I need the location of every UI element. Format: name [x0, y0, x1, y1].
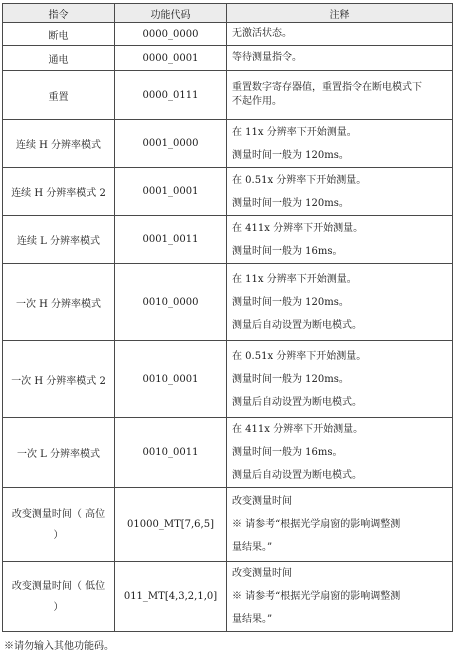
table-row: [3, 71, 453, 120]
command-table: [2, 3, 453, 632]
table-row: [3, 168, 453, 216]
note-line: ※ 请参考“根据光学扇窗的影响调整测: [232, 519, 401, 530]
note-line: 测量时间一般为 120ms。: [232, 149, 349, 161]
code-cell: 0010_0001: [115, 341, 227, 418]
table-row: [3, 264, 453, 341]
footnote: ※请勿输入其他功能码。: [4, 641, 114, 652]
instruction-cell: 一次 H 分辨率模式: [3, 264, 115, 341]
code-cell: 01000_MT[7,6,5]: [115, 488, 227, 562]
note-line: 测量后自动设置为断电模式。: [232, 396, 362, 408]
note-line: 测量后自动设置为断电模式。: [232, 319, 362, 331]
instruction-cell: 通电: [3, 46, 115, 71]
code-cell: 0001_0011: [115, 216, 227, 264]
note-line: 测量时间一般为 16ms。: [232, 447, 343, 458]
note-line: 在 411x 分辨率下开始测量。: [232, 424, 364, 435]
note-line: 在 0.51x 分辨率下开始测量。: [232, 350, 367, 362]
note-line: 测量时间一般为 120ms。: [232, 296, 349, 308]
note-line: 在 411x 分辨率下开始测量。: [232, 222, 364, 234]
table-row: [3, 562, 453, 632]
note-line: 等待测量指令。: [232, 52, 302, 63]
code-cell: 011_MT[4,3,2,1,0]: [115, 562, 227, 632]
table-row: [3, 216, 453, 264]
table-row: [3, 488, 453, 562]
note-line: 在 11x 分辨率下开始测量。: [232, 126, 357, 138]
code-cell: 0000_0000: [115, 23, 227, 46]
table-row: [3, 418, 453, 488]
instruction-cell: 连续 H 分辨率模式: [3, 120, 115, 168]
code-cell: 0001_0001: [115, 168, 227, 216]
header-function-code: 功能代码: [115, 4, 227, 23]
header-row: [3, 4, 453, 23]
notes-cell: [227, 46, 453, 71]
instruction-cell: 连续 H 分辨率模式 2: [3, 168, 115, 216]
code-cell: 0000_0001: [115, 46, 227, 71]
code-cell: 0010_0011: [115, 418, 227, 488]
notes-cell: [227, 120, 453, 168]
notes-cell: [227, 264, 453, 341]
instruction-cell: 改变测量时间（ 高位 ）: [3, 488, 115, 562]
note-line: 重置数字寄存器值，重置指令在断电模式下: [232, 82, 422, 93]
code-cell: 0000_0111: [115, 71, 227, 120]
note-line: 在 0.51x 分辨率下开始测量。: [232, 174, 367, 186]
table-row: [3, 120, 453, 168]
instruction-cell: 一次 H 分辨率模式 2: [3, 341, 115, 418]
table-row: [3, 46, 453, 71]
table-row: [3, 341, 453, 418]
instruction-cell: 断电: [3, 23, 115, 46]
notes-cell: [227, 488, 453, 562]
note-line: 量结果。”: [232, 614, 273, 625]
note-line: 测量后自动设置为断电模式。: [232, 470, 362, 481]
note-line: 不起作用。: [232, 96, 282, 107]
note-line: 改变测量时间: [232, 496, 292, 507]
instruction-cell: 连续 L 分辨率模式: [3, 216, 115, 264]
notes-cell: [227, 23, 453, 46]
note-line: 量结果。”: [232, 542, 273, 553]
note-line: 测量时间一般为 16ms。: [232, 245, 343, 257]
header-instruction: 指令: [3, 4, 115, 23]
notes-cell: [227, 71, 453, 120]
notes-cell: [227, 418, 453, 488]
code-cell: 0001_0000: [115, 120, 227, 168]
notes-cell: [227, 341, 453, 418]
note-line: ※ 请参考“根据光学扇窗的影响调整测: [232, 591, 401, 602]
note-line: 改变测量时间: [232, 568, 292, 579]
notes-cell: [227, 216, 453, 264]
notes-cell: [227, 562, 453, 632]
header-notes: 注释: [227, 4, 453, 23]
note-line: 无激活状态。: [232, 28, 292, 39]
note-line: 在 11x 分辨率下开始测量。: [232, 273, 357, 285]
code-cell: 0010_0000: [115, 264, 227, 341]
note-line: 测量时间一般为 120ms。: [232, 197, 349, 209]
table-row: [3, 23, 453, 46]
notes-cell: [227, 168, 453, 216]
instruction-cell: 一次 L 分辨率模式: [3, 418, 115, 488]
instruction-cell: 改变测量时间（ 低位 ）: [3, 562, 115, 632]
instruction-cell: 重置: [3, 71, 115, 120]
note-line: 测量时间一般为 120ms。: [232, 373, 349, 385]
